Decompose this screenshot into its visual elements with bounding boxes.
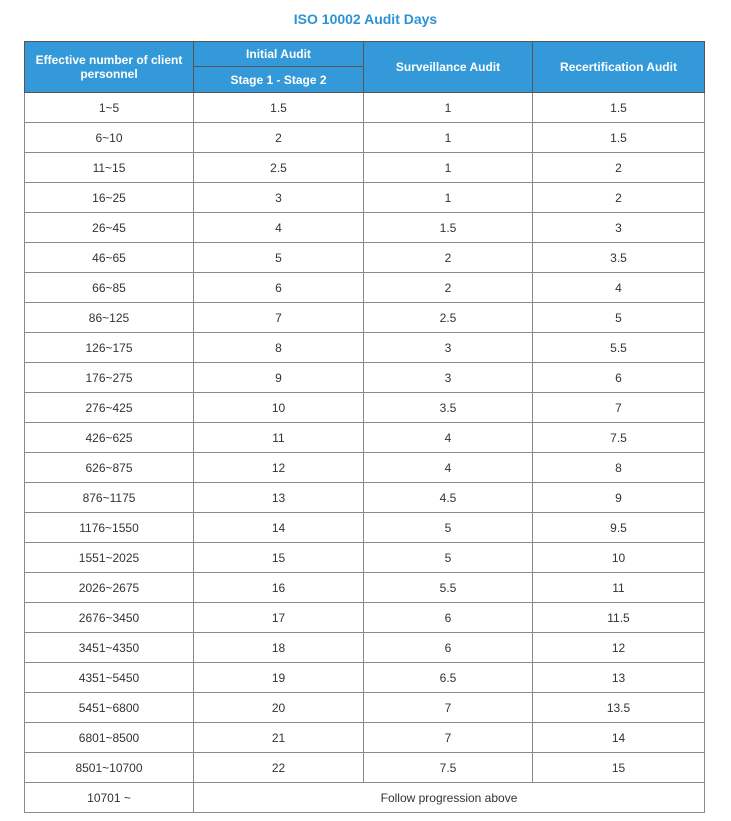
cell-surveillance-audit: 4 bbox=[364, 453, 533, 483]
cell-personnel: 66~85 bbox=[25, 273, 194, 303]
cell-personnel: 8501~10700 bbox=[25, 753, 194, 783]
cell-recertification-audit: 12 bbox=[533, 633, 705, 663]
cell-personnel: 4351~5450 bbox=[25, 663, 194, 693]
table-row bbox=[25, 273, 705, 303]
cell-initial-audit: 14 bbox=[194, 513, 364, 543]
header-initial-audit: Initial Audit bbox=[194, 42, 364, 67]
cell-recertification-audit: 7.5 bbox=[533, 423, 705, 453]
cell-surveillance-audit: 4.5 bbox=[364, 483, 533, 513]
header-stage: Stage 1 - Stage 2 bbox=[194, 67, 364, 93]
cell-recertification-audit: 8 bbox=[533, 453, 705, 483]
cell-personnel: 6~10 bbox=[25, 123, 194, 153]
cell-personnel: 16~25 bbox=[25, 183, 194, 213]
cell-recertification-audit: 11 bbox=[533, 573, 705, 603]
cell-personnel: 876~1175 bbox=[25, 483, 194, 513]
table-row bbox=[25, 603, 705, 633]
cell-initial-audit: 6 bbox=[194, 273, 364, 303]
cell-recertification-audit: 1.5 bbox=[533, 93, 705, 123]
table-row bbox=[25, 753, 705, 783]
header-surveillance-audit: Surveillance Audit bbox=[364, 42, 533, 93]
table-row bbox=[25, 363, 705, 393]
cell-surveillance-audit: 3 bbox=[364, 363, 533, 393]
cell-recertification-audit: 1.5 bbox=[533, 123, 705, 153]
cell-personnel: 1176~1550 bbox=[25, 513, 194, 543]
table-row bbox=[25, 513, 705, 543]
cell-personnel: 46~65 bbox=[25, 243, 194, 273]
table-body bbox=[25, 93, 705, 813]
table-row bbox=[25, 303, 705, 333]
cell-initial-audit: 17 bbox=[194, 603, 364, 633]
cell-surveillance-audit: 1 bbox=[364, 123, 533, 153]
cell-surveillance-audit: 5 bbox=[364, 513, 533, 543]
cell-surveillance-audit: 1 bbox=[364, 183, 533, 213]
cell-initial-audit: 12 bbox=[194, 453, 364, 483]
cell-initial-audit: 22 bbox=[194, 753, 364, 783]
cell-recertification-audit: 9 bbox=[533, 483, 705, 513]
cell-initial-audit: 16 bbox=[194, 573, 364, 603]
cell-recertification-audit: 6 bbox=[533, 363, 705, 393]
table-row bbox=[25, 393, 705, 423]
page-title: ISO 10002 Audit Days bbox=[293, 11, 438, 27]
cell-initial-audit: 18 bbox=[194, 633, 364, 663]
cell-personnel: 276~425 bbox=[25, 393, 194, 423]
audit-days-table bbox=[24, 41, 705, 813]
cell-surveillance-audit: 6.5 bbox=[364, 663, 533, 693]
cell-initial-audit: 8 bbox=[194, 333, 364, 363]
cell-recertification-audit: 15 bbox=[533, 753, 705, 783]
cell-initial-audit: 10 bbox=[194, 393, 364, 423]
cell-initial-audit: 15 bbox=[194, 543, 364, 573]
cell-initial-audit: 9 bbox=[194, 363, 364, 393]
cell-initial-audit: 21 bbox=[194, 723, 364, 753]
cell-personnel: 26~45 bbox=[25, 213, 194, 243]
cell-recertification-audit: 11.5 bbox=[533, 603, 705, 633]
cell-personnel: 1551~2025 bbox=[25, 543, 194, 573]
cell-surveillance-audit: 5 bbox=[364, 543, 533, 573]
header-personnel: Effective number of client personnel bbox=[25, 42, 194, 93]
table-row bbox=[25, 183, 705, 213]
table-row bbox=[25, 573, 705, 603]
header-row bbox=[25, 42, 705, 67]
cell-initial-audit: 1.5 bbox=[194, 93, 364, 123]
cell-personnel: 2026~2675 bbox=[25, 573, 194, 603]
table-row-last bbox=[25, 783, 705, 813]
cell-personnel: 2676~3450 bbox=[25, 603, 194, 633]
cell-surveillance-audit: 7 bbox=[364, 723, 533, 753]
cell-surveillance-audit: 1 bbox=[364, 93, 533, 123]
cell-personnel: 10701 ~ bbox=[25, 783, 194, 813]
cell-initial-audit: 19 bbox=[194, 663, 364, 693]
table-row bbox=[25, 543, 705, 573]
cell-personnel: 126~175 bbox=[25, 333, 194, 363]
cell-recertification-audit: 5.5 bbox=[533, 333, 705, 363]
cell-personnel: 11~15 bbox=[25, 153, 194, 183]
table-row bbox=[25, 333, 705, 363]
cell-personnel: 426~625 bbox=[25, 423, 194, 453]
cell-recertification-audit: 13 bbox=[533, 663, 705, 693]
table-row bbox=[25, 123, 705, 153]
cell-recertification-audit: 3 bbox=[533, 213, 705, 243]
cell-recertification-audit: 4 bbox=[533, 273, 705, 303]
table-row bbox=[25, 633, 705, 663]
cell-initial-audit: 2 bbox=[194, 123, 364, 153]
cell-surveillance-audit: 2.5 bbox=[364, 303, 533, 333]
cell-surveillance-audit: 6 bbox=[364, 633, 533, 663]
cell-surveillance-audit: 6 bbox=[364, 603, 533, 633]
cell-surveillance-audit: 7 bbox=[364, 693, 533, 723]
table-row bbox=[25, 663, 705, 693]
cell-recertification-audit: 13.5 bbox=[533, 693, 705, 723]
cell-surveillance-audit: 5.5 bbox=[364, 573, 533, 603]
cell-personnel: 6801~8500 bbox=[25, 723, 194, 753]
cell-initial-audit: 13 bbox=[194, 483, 364, 513]
cell-surveillance-audit: 1.5 bbox=[364, 213, 533, 243]
table-row bbox=[25, 723, 705, 753]
cell-initial-audit: 5 bbox=[194, 243, 364, 273]
table-row bbox=[25, 213, 705, 243]
table-row bbox=[25, 693, 705, 723]
cell-surveillance-audit: 2 bbox=[364, 243, 533, 273]
cell-personnel: 3451~4350 bbox=[25, 633, 194, 663]
cell-surveillance-audit: 1 bbox=[364, 153, 533, 183]
cell-progression-note: Follow progression above bbox=[194, 783, 705, 813]
cell-surveillance-audit: 3.5 bbox=[364, 393, 533, 423]
cell-initial-audit: 3 bbox=[194, 183, 364, 213]
cell-initial-audit: 7 bbox=[194, 303, 364, 333]
cell-personnel: 1~5 bbox=[25, 93, 194, 123]
cell-recertification-audit: 5 bbox=[533, 303, 705, 333]
cell-personnel: 626~875 bbox=[25, 453, 194, 483]
cell-surveillance-audit: 7.5 bbox=[364, 753, 533, 783]
cell-personnel: 86~125 bbox=[25, 303, 194, 333]
table-row bbox=[25, 483, 705, 513]
cell-recertification-audit: 7 bbox=[533, 393, 705, 423]
cell-initial-audit: 11 bbox=[194, 423, 364, 453]
cell-surveillance-audit: 3 bbox=[364, 333, 533, 363]
cell-personnel: 5451~6800 bbox=[25, 693, 194, 723]
cell-initial-audit: 4 bbox=[194, 213, 364, 243]
table-row bbox=[25, 153, 705, 183]
cell-initial-audit: 2.5 bbox=[194, 153, 364, 183]
table-header bbox=[25, 42, 705, 93]
cell-initial-audit: 20 bbox=[194, 693, 364, 723]
cell-surveillance-audit: 2 bbox=[364, 273, 533, 303]
cell-recertification-audit: 14 bbox=[533, 723, 705, 753]
table-row bbox=[25, 243, 705, 273]
cell-recertification-audit: 9.5 bbox=[533, 513, 705, 543]
cell-recertification-audit: 10 bbox=[533, 543, 705, 573]
cell-personnel: 176~275 bbox=[25, 363, 194, 393]
cell-surveillance-audit: 4 bbox=[364, 423, 533, 453]
cell-recertification-audit: 3.5 bbox=[533, 243, 705, 273]
header-recertification-audit: Recertification Audit bbox=[533, 42, 705, 93]
cell-recertification-audit: 2 bbox=[533, 153, 705, 183]
table-row bbox=[25, 423, 705, 453]
table-row bbox=[25, 453, 705, 483]
cell-recertification-audit: 2 bbox=[533, 183, 705, 213]
table-row bbox=[25, 93, 705, 123]
